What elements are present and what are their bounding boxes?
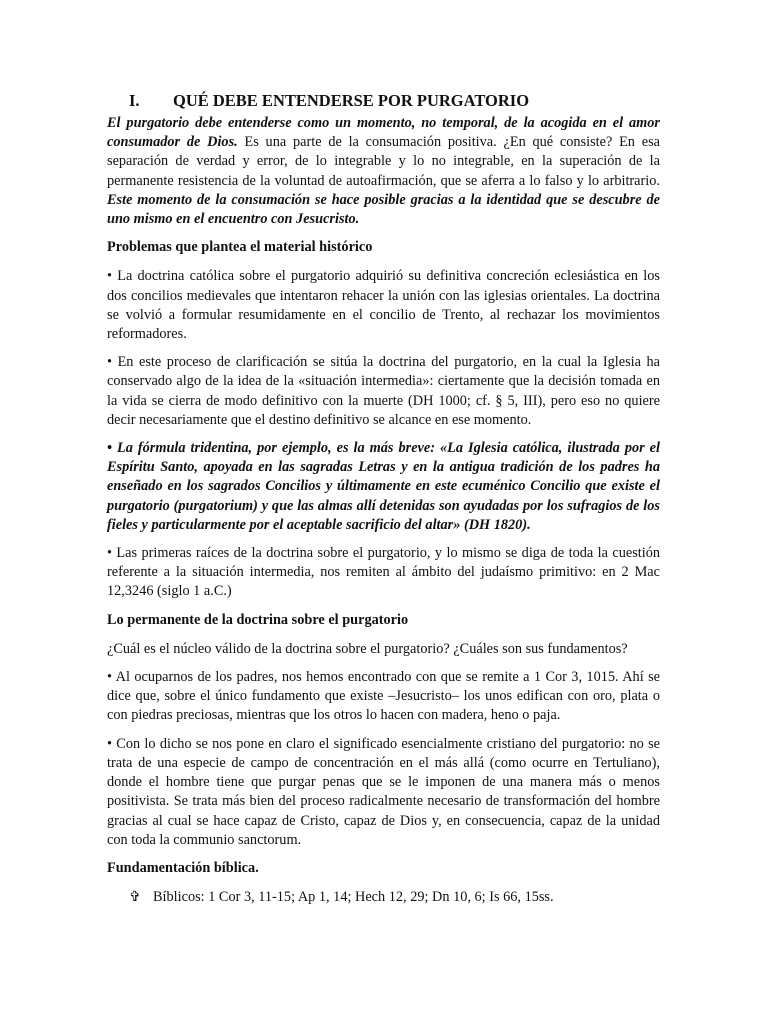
paragraph-problemas-4: • Las primeras raíces de la doctrina sobre el purgatorio, y lo mismo se diga de toda la cuestión referente a la situación intermedia, nos remiten al ámbito del judaísmo primitivo: en 2 Mac 12,3246 (siglo 1 a.C.)	[107, 545, 660, 600]
document-body	[107, 90, 660, 907]
paragraph-problemas-3: • La fórmula tridentina, por ejemplo, es la más breve: «La Iglesia católica, ilustrada por el Espíritu Santo, apoyada en las sagradas Letras y en la antigua tradición de los padres ha enseñado en los sagrados Concilios y últimamente en este ecuménico Concilio que existe el purgatorio (purgatorium) y que las almas allí detenidas son ayudadas por los sufragios de los fieles y particularmente por el aceptable sacrificio del altar» (DH 1820).	[107, 440, 660, 533]
paragraph-permanente-1: • Al ocuparnos de los padres, nos hemos encontrado con que se remite a 1 Cor 3, 1015. Ahí se dice que, sobre el único fundamento que existe –Jesucristo– los unos edifican con oro, plata o con piedras preciosas, mientras que los otros lo hacen con madera, heno o paja.	[107, 669, 660, 724]
intro-lead: El purgatorio debe entenderse como un momento, no temporal, de la acogida en el amor consumador de Dios.	[107, 115, 660, 151]
paragraph-problemas-1: • La doctrina católica sobre el purgatorio adquirió su definitiva concreción eclesiástica en los dos concilios medievales que intentaron rehacer la unión con las iglesias orientales. La doctrina se volvió a formular resumidamente en el concilio de Trento, al rechazar los movimientos reformadores.	[107, 268, 660, 343]
subheading-fundamentacion: Fundamentación bíblica.	[107, 859, 259, 876]
intro-body: Es una parte de la consumación positiva. ¿En qué consiste? En esa separación de verdad y error, de lo integrable y lo no integrable, en la superación de la permanente resistencia de la voluntad de autoafirmación, que se aferra a lo falso y lo arbitrario.	[107, 134, 660, 189]
intro-paragraph	[107, 114, 660, 229]
subheading-permanente: Lo permanente de la doctrina sobre el purgatorio	[107, 611, 409, 628]
paragraph-problemas-2: • En este proceso de clarificación se sitúa la doctrina del purgatorio, en la cual la Iglesia ha conservado algo de la idea de la «situación intermedia»: ciertamente que la decisión tomada en la vida se cierra de modo definitivo con la muerte (DH 1000; cf. § 5, III), pero eso no quiere decir necesariamente que el destino definitivo se alcance en ese momento.	[107, 354, 660, 428]
section-number: I.	[129, 91, 140, 110]
section-title: QUÉ DEBE ENTENDERSE POR PURGATORIO	[173, 91, 530, 110]
bible-list-item-text: Bíblicos: 1 Cor 3, 11-15; Ap 1, 14; Hech 12, 29; Dn 10, 6; Is 66, 15ss.	[153, 889, 554, 906]
subheading-problemas: Problemas que plantea el material histórico	[107, 239, 373, 256]
paragraph-permanente-2: • Con lo dicho se nos pone en claro el significado esencialmente cristiano del purgatorio: no se trata de una especie de campo de concentración en el más allá (como ocurre en Tertuliano), donde el hombre tiene que purgar penas que se le imponen de una manera más o menos positivista. Se trata más bien del proceso radicalmente necesario de transformación del hombre gracias al cual se hace capaz de Cristo, capaz de Dios y, en consecuencia, capaz de la unidad con toda la communio sanctorum.	[107, 735, 660, 848]
intro-tail: Este momento de la consumación se hace posible gracias a la identidad que se descubre de uno mismo en el encuentro con Jesucristo.	[107, 191, 660, 228]
bible-list-item	[107, 888, 660, 907]
paragraph-permanente-question: ¿Cuál es el núcleo válido de la doctrina sobre el purgatorio? ¿Cuáles son sus fundamentos?	[107, 640, 628, 657]
section-heading	[107, 90, 660, 112]
latin-cross-icon: ✞	[129, 889, 141, 906]
